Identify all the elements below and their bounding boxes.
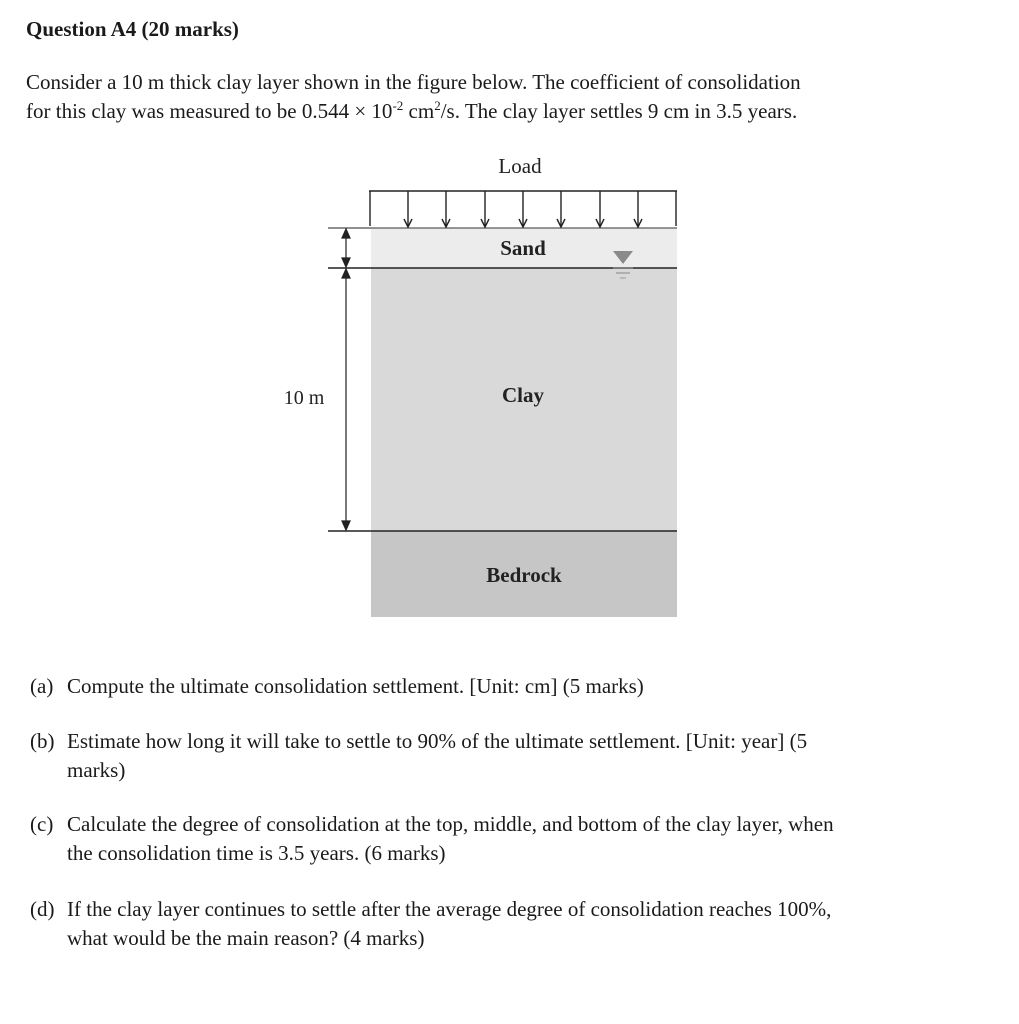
load-arrow	[596, 191, 604, 227]
load-arrow	[481, 191, 489, 227]
problem-statement-line-1: Consider a 10 m thick clay layer shown in the figure below. The coefficient of consolidation	[26, 70, 801, 94]
question-a	[30, 672, 960, 701]
load-label: Load	[498, 154, 542, 178]
question-b-label: (b)	[30, 729, 55, 753]
clay-label: Clay	[502, 383, 544, 407]
load-arrow	[404, 191, 412, 227]
question-c-text-line-1: Calculate the degree of consolidation at the top, middle, and bottom of the clay layer, when	[67, 812, 834, 836]
sand-thickness-dimension	[342, 229, 350, 267]
clay-thickness-dimension	[342, 269, 350, 530]
sand-label: Sand	[500, 236, 546, 260]
question-d-text-line-1: If the clay layer continues to settle after the average degree of consolidation reaches 100%,	[67, 897, 832, 921]
question-heading: Question A4 (20 marks)	[26, 17, 239, 41]
question-c-text-line-2: the consolidation time is 3.5 years. (6 marks)	[67, 841, 446, 865]
question-b-text-line-1: Estimate how long it will take to settle to 90% of the ultimate settlement. [Unit: year] (5	[67, 729, 808, 753]
question-b-text-line-2: marks)	[67, 758, 126, 782]
question-a-label: (a)	[30, 674, 54, 698]
question-d-label: (d)	[30, 897, 55, 921]
question-c	[30, 810, 960, 868]
load-arrow-set	[370, 191, 676, 227]
load-arrow	[519, 191, 527, 227]
question-d	[30, 895, 960, 953]
problem-statement-line-2: for this clay was measured to be $0.544 \times 10^{-2}$ $cm^2/s$. The clay layer settles 9 cm in 3.5 years.	[26, 98, 798, 123]
question-c-label: (c)	[30, 812, 54, 836]
clay-thickness-label: 10 m	[283, 387, 325, 409]
load-arrow	[634, 191, 642, 227]
bedrock-label: Bedrock	[486, 563, 562, 587]
question-a-text: Compute the ultimate consolidation settlement. [Unit: cm] (5 marks)	[67, 674, 644, 698]
question-b	[30, 727, 960, 785]
load-arrows	[369, 191, 677, 227]
question-d-text-line-2: what would be the main reason? (4 marks)	[67, 926, 425, 950]
load-arrow	[557, 191, 565, 227]
load-arrow	[442, 191, 450, 227]
